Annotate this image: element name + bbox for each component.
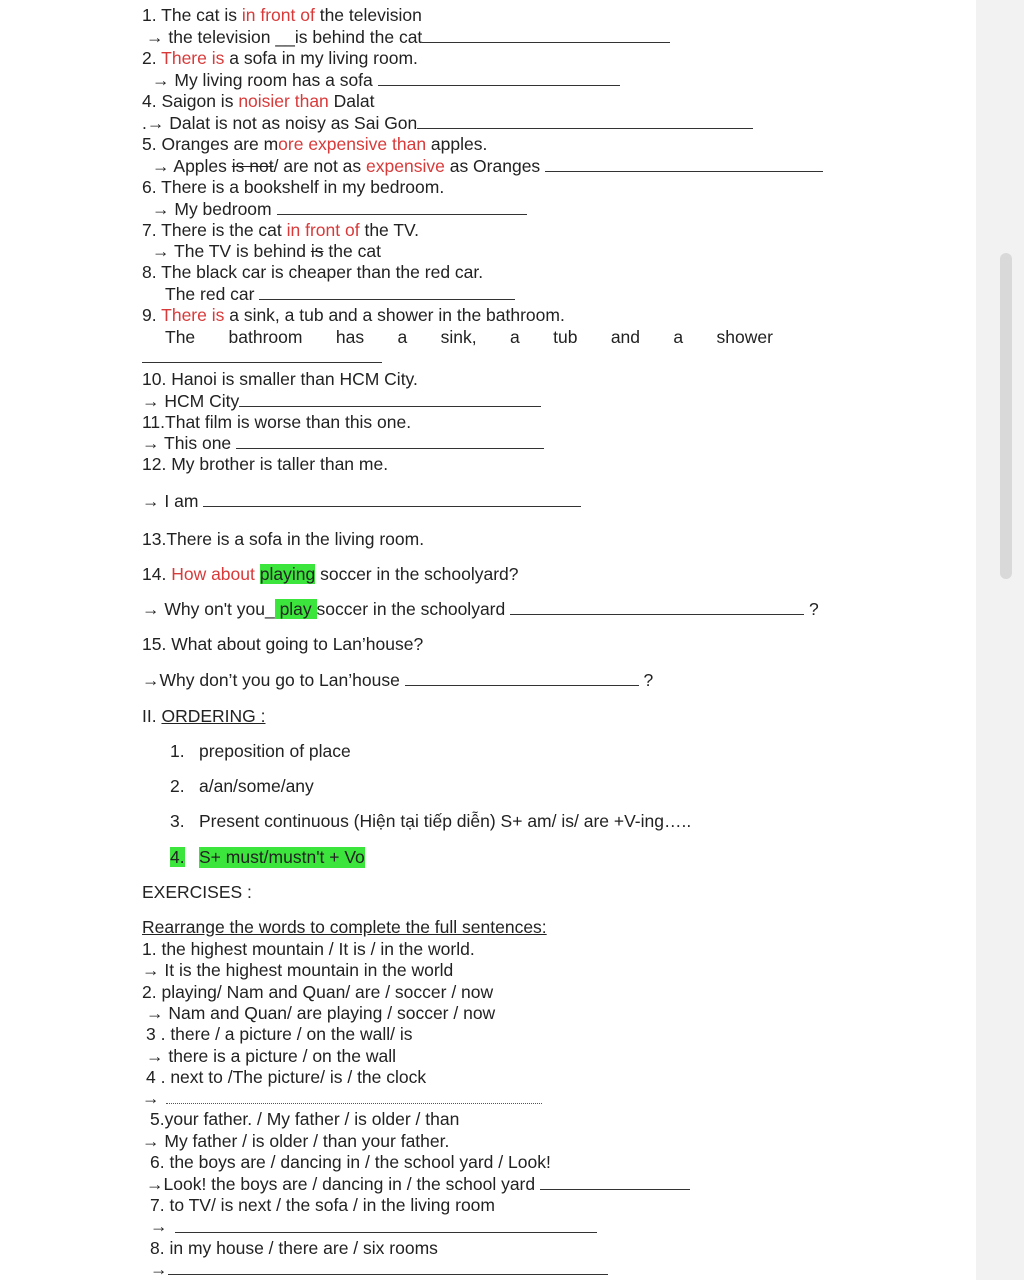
question-5: 5. Oranges are more expensive than apples. [142,134,488,154]
question-9: 9. There is a sink, a tub and a shower in the bathroom. [142,305,565,325]
scrollbar-track[interactable] [992,0,1024,1280]
answer-6: → My bedroom [152,199,527,220]
exercise-line: 6. the boys are / dancing in / the school yard / Look! [150,1152,551,1172]
exercise-4-blank [166,1103,542,1104]
question-15: 15. What about going to Lan’house? [142,634,424,654]
question-1: 1. The cat is in front of the television [142,5,422,25]
ordering-item-3: 3. Present continuous (Hiện tại tiếp diễn) S+ am/ is/ are +V-ing….. [170,811,692,831]
question-7: 7. There is the cat in front of the TV. [142,220,419,240]
exercises-label: EXERCISES : [142,882,252,902]
exercise-line: → It is the highest mountain in the world [142,960,454,980]
exercise-line: → [150,1259,168,1279]
answer-9: The bathroom has a sink, a tub and a shower [165,327,773,347]
ordering-item-2: 2. a/an/some/any [170,776,314,796]
question-8: 8. The black car is cheaper than the red car. [142,262,484,282]
question-13: 13.There is a sofa in the living room. [142,529,425,549]
exercise-line: 4 . next to /The picture/ is / the clock [146,1067,427,1087]
exercise-line: → [142,1088,160,1108]
exercise-line: 3 . there / a picture / on the wall/ is [146,1024,413,1044]
exercise-line: 5.your father. / My father / is older / than [150,1109,460,1129]
answer-11: → This one [142,433,544,454]
exercise-line: → My father / is older / than your father. [142,1131,450,1151]
answer-5: → Apples is not/ are not as expensive as Oranges [152,156,823,177]
answer-8: The red car [165,284,515,305]
exercise-line: 7. to TV/ is next / the sofa / in the living room [150,1195,495,1215]
ordering-item-1: 1. preposition of place [170,741,351,761]
answer-4: .→ Dalat is not as noisy as Sai Gon [142,113,753,134]
exercise-8-blank [168,1274,608,1275]
question-14: 14. How about playing soccer in the schoolyard? [142,564,519,584]
question-12: 12. My brother is taller than me. [142,454,389,474]
scrollbar-thumb[interactable] [1000,253,1012,579]
question-6: 6. There is a bookshelf in my bedroom. [142,177,445,197]
ordering-item-4: 4. S+ must/mustn't + Vo [170,847,365,867]
exercise-line: → Nam and Quan/ are playing / soccer / now [146,1003,496,1023]
answer-10: → HCM City [142,391,541,412]
exercise-line: 2. playing/ Nam and Quan/ are / soccer / now [142,982,494,1002]
exercise-line: 1. the highest mountain / It is / in the world. [142,939,475,959]
exercise-line: →Look! the boys are / dancing in / the school yard [146,1174,690,1195]
question-10: 10. Hanoi is smaller than HCM City. [142,369,418,389]
answer-7: → The TV is behind is the cat [152,241,381,261]
question-11: 11.That film is worse than this one. [142,412,412,432]
answer-14: → Why on't you_ play soccer in the schoolyard ? [142,599,819,619]
exercise-line: 8. in my house / there are / six rooms [150,1238,438,1258]
exercise-line: → [150,1216,168,1236]
answer-1: → the television __is behind the cat [146,27,670,48]
answer-2: → My living room has a sofa [152,70,620,91]
exercise-7-blank [175,1232,597,1233]
ordering-heading: II. ORDERING : [142,706,266,726]
answer-15: →Why don’t you go to Lan’house ? [142,670,654,690]
question-4: 4. Saigon is noisier than Dalat [142,91,375,111]
exercise-line: → there is a picture / on the wall [146,1046,396,1066]
answer-9-blank [142,362,382,363]
answer-12: → I am [142,491,581,512]
exercises-instruction: Rearrange the words to complete the full sentences: [142,917,547,937]
question-2: 2. There is a sofa in my living room. [142,48,418,68]
